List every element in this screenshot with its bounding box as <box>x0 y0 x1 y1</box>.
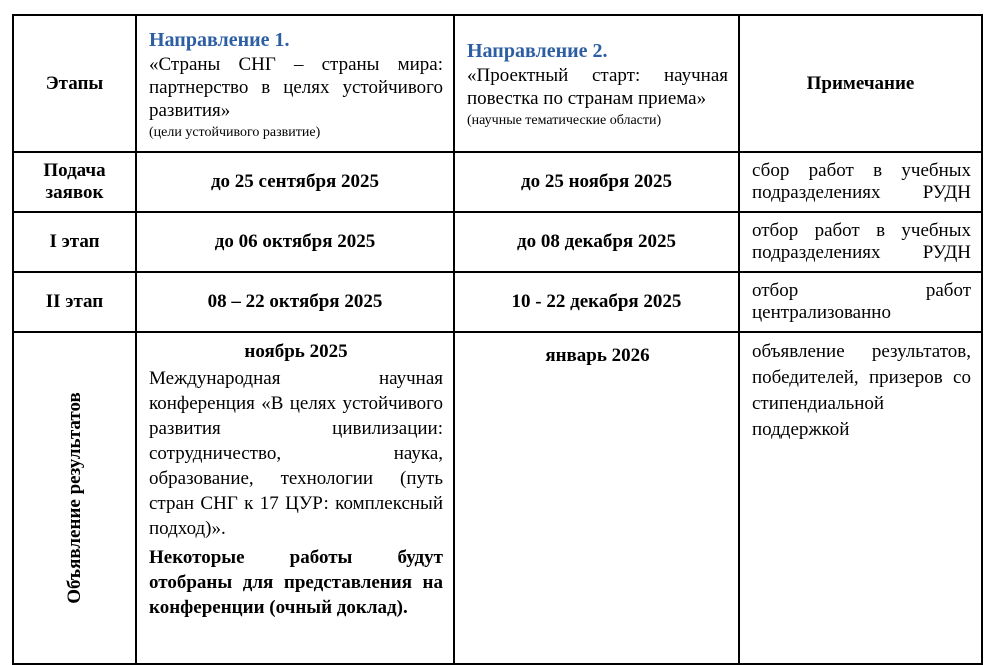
results-row <box>13 332 982 664</box>
remark-cell: сбор работ в учебных подразделениях РУДН <box>739 152 982 212</box>
results-stage-cell <box>13 332 136 664</box>
direction-1-date: 08 – 22 октября 2025 <box>136 272 454 332</box>
direction-1-note: (цели устойчивого развитие) <box>149 124 321 140</box>
results-direction-1 <box>136 332 454 664</box>
results-direction-1-month: ноябрь 2025 <box>244 341 348 362</box>
direction-1-title: Направление 1. <box>149 28 290 51</box>
remark-cell: отбор работ централизованно <box>739 272 982 332</box>
direction-1-text: «Страны СНГ – страны мира: партнерство в целях устойчивого развития» <box>149 53 443 121</box>
results-direction-2-month: январь 2026 <box>454 332 739 664</box>
results-direction-1-bold: Некоторые работы будут отобраны для представления на конференции (очный доклад). <box>149 547 443 618</box>
remark-cell: отбор работ в учебных подразделениях РУДН <box>739 212 982 272</box>
direction-1-date: до 06 октября 2025 <box>136 212 454 272</box>
header-remarks: Примечание <box>739 15 982 152</box>
schedule-table <box>12 14 983 665</box>
stage-cell: I этап <box>13 212 136 272</box>
direction-2-date: 10 - 22 декабря 2025 <box>454 272 739 332</box>
direction-2-date: до 08 декабря 2025 <box>454 212 739 272</box>
table-row <box>13 152 982 212</box>
direction-2-date: до 25 ноября 2025 <box>454 152 739 212</box>
table-row <box>13 272 982 332</box>
results-stage-label: Объявление результатов <box>63 392 85 604</box>
direction-2-text: «Проектный старт: научная повестка по странам приема» <box>467 65 728 109</box>
stage-cell: Подача заявок <box>13 152 136 212</box>
results-direction-1-text: Международная научная конференция «В целях устойчивого развития цивилизации: сотрудничество, наука, образование, технологии (путь стран СНГ к 17 ЦУР: комплексный подход)». <box>149 368 443 539</box>
direction-2-title: Направление 2. <box>467 40 608 62</box>
header-stages: Этапы <box>13 15 136 152</box>
direction-1-date: до 25 сентября 2025 <box>136 152 454 212</box>
header-direction-2 <box>454 15 739 152</box>
direction-2-note: (научные тематические области) <box>467 113 662 128</box>
header-row <box>13 15 982 152</box>
header-direction-1 <box>136 15 454 152</box>
table-row <box>13 212 982 272</box>
stage-cell: II этап <box>13 272 136 332</box>
results-remark: объявление результатов, победителей, призеров со стипендиальной поддержкой <box>739 332 982 664</box>
